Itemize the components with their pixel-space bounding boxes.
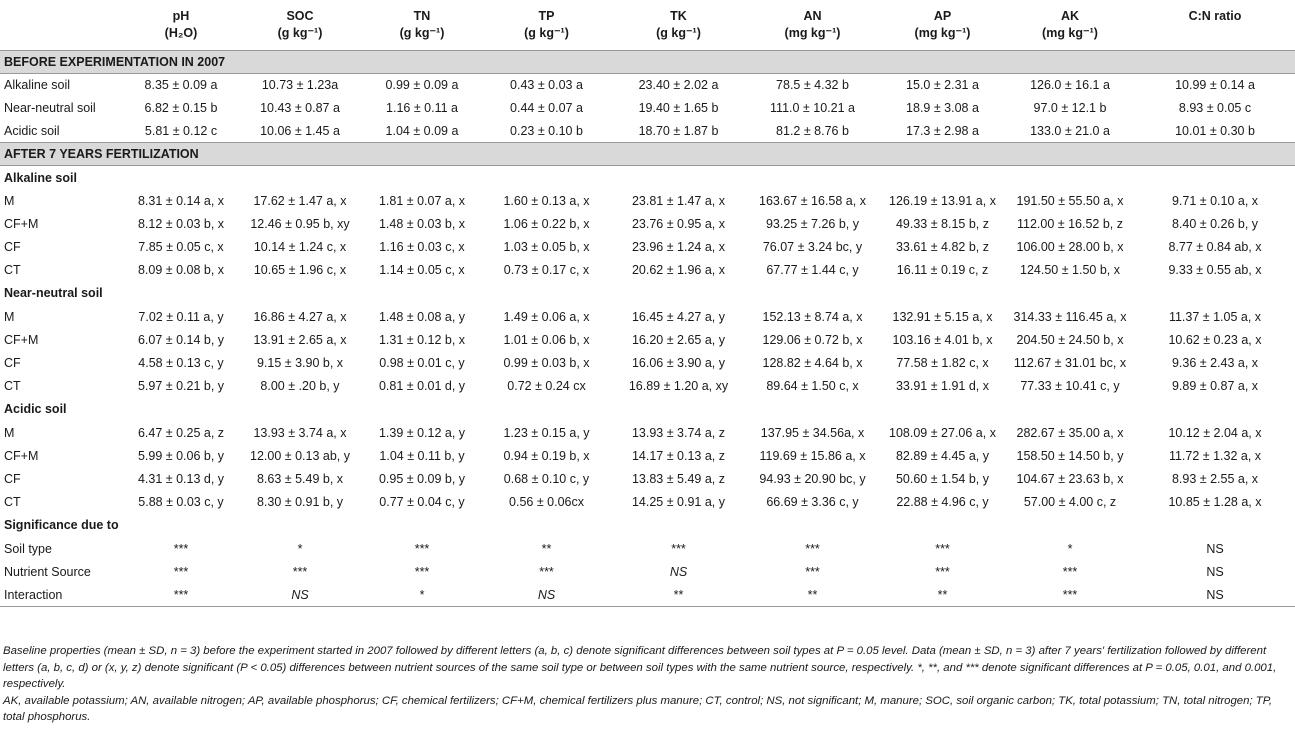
table-cell: 33.91 ± 1.91 d, x bbox=[895, 379, 990, 394]
table-cell: 1.14 ± 0.05 c, x bbox=[379, 263, 465, 278]
group-title: Significance due to bbox=[4, 518, 119, 533]
table-cell: 10.14 ± 1.24 c, x bbox=[253, 240, 347, 255]
table-row bbox=[0, 305, 1295, 328]
table-cell: NS bbox=[1206, 541, 1224, 556]
table-cell: 16.89 ± 1.20 a, xy bbox=[628, 379, 729, 394]
table-cell: 67.77 ± 1.44 c, y bbox=[766, 263, 859, 278]
table-cell: 10.43 ± 0.87 a bbox=[260, 100, 340, 115]
table-cell: 12.46 ± 0.95 b, xy bbox=[250, 216, 350, 231]
table-cell: 124.50 ± 1.50 b, x bbox=[1020, 263, 1120, 278]
table-cell: 0.72 ± 0.24 cx bbox=[507, 379, 586, 394]
column-unit: (mg kg⁻¹) bbox=[914, 26, 971, 40]
table-cell: 1.16 ± 0.11 a bbox=[386, 100, 458, 115]
table-cell: NS bbox=[237, 583, 363, 606]
footnote-legend: Baseline properties (mean ± SD, n = 3) before the experiment started in 2007 followed by different letters (a, b, c) denote significant differences between soil types at P = 0.05 level. Data (mean ± SD, n = 3) after 7 years' fertilization followed by different letters (a, b, c, d) or (x, y, z) denote significant (P < 0.05) differences between nutrient sources of the same soil type or between soil types with the same nutrient source, respectively. *, **, and *** denote significant differences at P = 0.05, 0.01, and 0.001, respectively. bbox=[3, 645, 1277, 690]
table-cell: 33.61 ± 4.82 b, z bbox=[895, 240, 990, 255]
table-cell: 282.67 ± 35.00 a, x bbox=[1016, 425, 1124, 440]
table-row bbox=[0, 375, 1295, 398]
table-cell: 191.50 ± 55.50 a, x bbox=[1016, 193, 1124, 208]
table-cell: 93.25 ± 7.26 b, y bbox=[765, 216, 860, 231]
table-cell: 18.70 ± 1.87 b bbox=[638, 123, 719, 138]
table-cell: 16.20 ± 2.65 a, y bbox=[631, 332, 726, 347]
table-cell: 50.60 ± 1.54 b, y bbox=[895, 471, 990, 486]
row-label: M bbox=[4, 309, 15, 324]
table-cell: 1.03 ± 0.05 b, x bbox=[503, 240, 590, 255]
row-label: CF+M bbox=[4, 216, 39, 231]
table-cell: 158.50 ± 14.50 b, y bbox=[1016, 448, 1124, 463]
row-label: CF bbox=[4, 356, 21, 371]
table-cell: *** bbox=[805, 564, 820, 579]
table-cell: *** bbox=[539, 564, 554, 579]
table-cell: 6.82 ± 0.15 b bbox=[144, 100, 218, 115]
table-cell: NS bbox=[1135, 583, 1295, 606]
table-cell: 89.64 ± 1.50 c, x bbox=[766, 379, 859, 394]
table-cell: 66.69 ± 3.36 c, y bbox=[766, 495, 859, 510]
table-cell: 8.09 ± 0.08 b, x bbox=[137, 263, 225, 278]
column-unit: (mg kg⁻¹) bbox=[784, 26, 841, 40]
table-cell: 1.60 ± 0.13 a, x bbox=[503, 193, 590, 208]
table-cell: 0.23 ± 0.10 b bbox=[510, 123, 583, 138]
table-cell: 128.82 ± 4.64 b, x bbox=[762, 356, 863, 371]
table-cell: 8.31 ± 0.14 a, x bbox=[137, 193, 225, 208]
table-cell: 1.31 ± 0.12 b, x bbox=[378, 332, 466, 347]
table-cell: 81.2 ± 8.76 b bbox=[776, 123, 849, 138]
table-cell: NS bbox=[669, 564, 688, 579]
column-unit: (g kg⁻¹) bbox=[277, 26, 323, 40]
table-cell: 137.95 ± 34.56a, x bbox=[760, 425, 865, 440]
column-header bbox=[363, 0, 481, 50]
group-title: Alkaline soil bbox=[4, 170, 77, 185]
section-title: AFTER 7 YEARS FERTILIZATION bbox=[0, 143, 1295, 166]
table-cell: 16.06 ± 3.90 a, y bbox=[631, 356, 726, 371]
row-label: CF bbox=[4, 471, 21, 486]
table-cell: 8.77 ± 0.84 ab, x bbox=[1168, 240, 1262, 255]
section-after bbox=[0, 143, 1295, 166]
table-cell: ** bbox=[612, 583, 745, 606]
column-header bbox=[745, 0, 880, 50]
table-cell: 5.99 ± 0.06 b, y bbox=[137, 448, 225, 463]
table-cell: 1.04 ± 0.09 a bbox=[385, 123, 459, 138]
table-cell: 314.33 ± 116.45 a, x bbox=[1013, 309, 1127, 324]
table-cell: 0.98 ± 0.01 c, y bbox=[379, 356, 465, 371]
table-cell: 0.56 ± 0.06cx bbox=[509, 495, 584, 510]
table-cell: 8.93 ± 0.05 c bbox=[1178, 100, 1252, 115]
table-cell: * bbox=[1067, 541, 1073, 556]
table-cell: *** bbox=[1062, 564, 1078, 579]
significance-title-row bbox=[0, 514, 1295, 537]
table-row bbox=[0, 444, 1295, 467]
table-cell: 14.25 ± 0.91 a, y bbox=[631, 495, 726, 510]
table-cell: 10.12 ± 2.04 a, x bbox=[1168, 425, 1262, 440]
table-cell: 10.85 ± 1.28 a, x bbox=[1168, 495, 1262, 510]
table-cell: ** bbox=[745, 583, 880, 606]
table-row bbox=[0, 537, 1295, 560]
column-label: TN bbox=[413, 9, 431, 23]
table-cell: 1.49 ± 0.06 a, x bbox=[503, 309, 590, 324]
table-cell: 10.65 ± 1.96 c, x bbox=[253, 263, 347, 278]
row-label: Interaction bbox=[0, 583, 125, 606]
table-cell: 18.9 ± 3.08 a bbox=[906, 100, 979, 115]
table-cell: 9.71 ± 0.10 a, x bbox=[1171, 193, 1259, 208]
table-cell: 4.31 ± 0.13 d, y bbox=[137, 471, 225, 486]
table-cell: 57.00 ± 4.00 c, z bbox=[1023, 495, 1117, 510]
table-cell: 82.89 ± 4.45 a, y bbox=[895, 448, 990, 463]
table-cell: 9.15 ± 3.90 b, x bbox=[256, 356, 344, 371]
table-cell: 9.33 ± 0.55 ab, x bbox=[1168, 263, 1262, 278]
row-label: M bbox=[4, 193, 15, 208]
table-cell: 17.3 ± 2.98 a bbox=[906, 123, 979, 138]
table-cell: 106.00 ± 28.00 b, x bbox=[1016, 240, 1124, 255]
table-row bbox=[0, 583, 1295, 606]
table-cell: 0.95 ± 0.09 b, y bbox=[378, 471, 466, 486]
table-cell: 23.76 ± 0.95 a, x bbox=[631, 216, 726, 231]
table-cell: *** bbox=[935, 541, 950, 556]
table-cell: 8.30 ± 0.91 b, y bbox=[256, 495, 344, 510]
table-cell: 108.09 ± 27.06 a, x bbox=[889, 425, 996, 440]
table-cell: 126.19 ± 13.91 a, x bbox=[889, 193, 996, 208]
table-cell: 7.85 ± 0.05 c, x bbox=[138, 240, 224, 255]
table-cell: *** bbox=[292, 564, 308, 579]
row-label: CT bbox=[4, 263, 21, 278]
table-cell: 10.62 ± 0.23 a, x bbox=[1168, 332, 1262, 347]
table-cell: 103.16 ± 4.01 b, x bbox=[892, 332, 993, 347]
table-cell: 133.0 ± 21.0 a bbox=[1030, 123, 1110, 138]
table-cell: 12.00 ± 0.13 ab, y bbox=[250, 448, 350, 463]
table-cell: 1.01 ± 0.06 b, x bbox=[503, 332, 590, 347]
row-label: CF+M bbox=[4, 332, 39, 347]
column-unit: (mg kg⁻¹) bbox=[1042, 26, 1098, 40]
column-label: AK bbox=[1060, 9, 1080, 23]
table-cell: 111.0 ± 10.21 a bbox=[770, 100, 855, 115]
table-cell: * bbox=[363, 583, 481, 606]
column-label: SOC bbox=[286, 9, 314, 23]
table-cell: 5.81 ± 0.12 c bbox=[144, 123, 218, 138]
column-label: TP bbox=[538, 9, 555, 23]
table-cell: 8.12 ± 0.03 b, x bbox=[137, 216, 225, 231]
table-cell: 78.5 ± 4.32 b bbox=[776, 78, 849, 93]
table-body bbox=[0, 50, 1295, 607]
table-cell: 129.06 ± 0.72 b, x bbox=[762, 332, 863, 347]
table-row bbox=[0, 212, 1295, 235]
table-cell: 119.69 ± 15.86 a, x bbox=[759, 448, 866, 463]
group-title: Acidic soil bbox=[4, 402, 67, 417]
table-cell: 1.16 ± 0.03 c, x bbox=[379, 240, 465, 255]
table-cell: *** bbox=[414, 564, 430, 579]
table-cell: 13.93 ± 3.74 a, z bbox=[631, 425, 726, 440]
group-title: Near-neutral soil bbox=[4, 286, 103, 301]
table-cell: 11.72 ± 1.32 a, x bbox=[1168, 448, 1262, 463]
table-cell: 13.83 ± 5.49 a, z bbox=[631, 471, 726, 486]
column-header bbox=[612, 0, 745, 50]
table-cell: 77.33 ± 10.41 c, y bbox=[1020, 379, 1120, 394]
table-cell: 23.81 ± 1.47 a, x bbox=[631, 193, 726, 208]
row-label: Near-neutral soil bbox=[4, 100, 96, 115]
table-cell: ** bbox=[541, 541, 552, 556]
table-cell: 15.0 ± 2.31 a bbox=[906, 78, 979, 93]
table-cell: 17.62 ± 1.47 a, x bbox=[253, 193, 347, 208]
row-label: CT bbox=[4, 495, 21, 510]
table-cell: 8.93 ± 2.55 a, x bbox=[1171, 471, 1259, 486]
table-cell: ** bbox=[880, 583, 1005, 606]
row-label: M bbox=[4, 425, 15, 440]
table-cell: 163.67 ± 16.58 a, x bbox=[759, 193, 866, 208]
column-label: AN bbox=[803, 9, 822, 23]
table-cell: 97.0 ± 12.1 b bbox=[1033, 100, 1107, 115]
column-unit: (g kg⁻¹) bbox=[524, 26, 569, 40]
table-cell: 8.63 ± 5.49 b, x bbox=[256, 471, 344, 486]
group-row bbox=[0, 282, 1295, 305]
table-cell: 0.68 ± 0.10 c, y bbox=[503, 471, 590, 486]
table-row bbox=[0, 491, 1295, 514]
table-cell: 13.91 ± 2.65 a, x bbox=[253, 332, 347, 347]
table-cell: 1.48 ± 0.03 b, x bbox=[378, 216, 466, 231]
row-label: Alkaline soil bbox=[4, 78, 71, 93]
table-cell: 77.58 ± 1.82 c, x bbox=[896, 356, 989, 371]
table-cell: 0.73 ± 0.17 c, x bbox=[503, 263, 590, 278]
table-cell: 1.48 ± 0.08 a, y bbox=[378, 309, 466, 324]
table-cell: 94.93 ± 20.90 bc, y bbox=[759, 471, 866, 486]
table-cell: 9.89 ± 0.87 a, x bbox=[1171, 379, 1259, 394]
table-cell: 1.04 ± 0.11 b, y bbox=[379, 448, 465, 463]
table-row bbox=[0, 351, 1295, 374]
group-row bbox=[0, 398, 1295, 421]
table-row bbox=[0, 189, 1295, 212]
column-unit: (H₂O) bbox=[164, 26, 198, 40]
table-cell: 0.94 ± 0.19 b, x bbox=[503, 448, 590, 463]
row-label: CT bbox=[4, 379, 21, 394]
table-cell: 10.99 ± 0.14 a bbox=[1175, 78, 1255, 93]
table-cell: 10.06 ± 1.45 a bbox=[260, 123, 340, 138]
column-header bbox=[481, 0, 612, 50]
table-cell: 8.00 ± .20 b, y bbox=[260, 379, 340, 394]
table-cell: 1.81 ± 0.07 a, x bbox=[378, 193, 466, 208]
table-cell: 0.77 ± 0.04 c, y bbox=[379, 495, 465, 510]
table-cell: 0.43 ± 0.03 a bbox=[510, 78, 583, 93]
column-header bbox=[1135, 0, 1295, 50]
table-cell: 10.73 ± 1.23a bbox=[261, 78, 339, 93]
table-cell: *** bbox=[125, 583, 237, 606]
table-cell: 8.40 ± 0.26 b, y bbox=[1171, 216, 1259, 231]
row-label: Acidic soil bbox=[4, 123, 60, 138]
table-cell: 1.06 ± 0.22 b, x bbox=[503, 216, 590, 231]
column-unit: (g kg⁻¹) bbox=[656, 26, 701, 40]
column-label: C:N ratio bbox=[1188, 9, 1242, 23]
column-label: pH bbox=[172, 9, 190, 23]
table-cell: 0.81 ± 0.01 d, y bbox=[378, 379, 466, 394]
table-cell: *** bbox=[414, 541, 430, 556]
table-cell: 23.40 ± 2.02 a bbox=[638, 78, 719, 93]
table-row bbox=[0, 73, 1295, 96]
column-header bbox=[0, 0, 125, 50]
table-cell: 204.50 ± 24.50 b, x bbox=[1016, 332, 1124, 347]
table-cell: 6.47 ± 0.25 a, z bbox=[137, 425, 225, 440]
column-header bbox=[1005, 0, 1135, 50]
section-before bbox=[0, 50, 1295, 73]
table-cell: 0.99 ± 0.09 a bbox=[385, 78, 459, 93]
column-unit: (g kg⁻¹) bbox=[399, 26, 445, 40]
table-cell: 8.35 ± 0.09 a bbox=[144, 78, 218, 93]
table-cell: 4.58 ± 0.13 c, y bbox=[138, 356, 224, 371]
row-label: Nutrient Source bbox=[4, 564, 91, 579]
table-row bbox=[0, 328, 1295, 351]
table-cell: 16.86 ± 4.27 a, x bbox=[253, 309, 347, 324]
table-cell: 14.17 ± 0.13 a, z bbox=[631, 448, 726, 463]
table-row bbox=[0, 236, 1295, 259]
table-cell: 20.62 ± 1.96 a, x bbox=[631, 263, 726, 278]
table-cell: *** bbox=[173, 541, 189, 556]
header-row bbox=[0, 0, 1295, 50]
section-title: BEFORE EXPERIMENTATION IN 2007 bbox=[0, 50, 1295, 73]
table-footnote bbox=[3, 643, 1292, 726]
table-cell: 10.01 ± 0.30 b bbox=[1175, 123, 1255, 138]
table-cell: 0.99 ± 0.03 b, x bbox=[503, 356, 590, 371]
table-cell: 126.0 ± 16.1 a bbox=[1030, 78, 1110, 93]
table-cell: 112.67 ± 31.01 bc, x bbox=[1013, 356, 1127, 371]
row-label: Soil type bbox=[4, 541, 52, 556]
table-cell: *** bbox=[935, 564, 950, 579]
group-row bbox=[0, 166, 1295, 189]
table-cell: 0.44 ± 0.07 a bbox=[510, 100, 583, 115]
table-cell: 16.11 ± 0.19 c, z bbox=[896, 263, 989, 278]
table-cell: *** bbox=[671, 541, 686, 556]
table-cell: 132.91 ± 5.15 a, x bbox=[892, 309, 993, 324]
row-label: CF+M bbox=[4, 448, 39, 463]
column-header bbox=[125, 0, 237, 50]
table-cell: 76.07 ± 3.24 bc, y bbox=[762, 240, 863, 255]
table-cell: 22.88 ± 4.96 c, y bbox=[896, 495, 989, 510]
table-cell: NS bbox=[481, 583, 612, 606]
table-row bbox=[0, 259, 1295, 282]
table-cell: 6.07 ± 0.14 b, y bbox=[137, 332, 225, 347]
table-cell: 152.13 ± 8.74 a, x bbox=[762, 309, 863, 324]
table-row bbox=[0, 120, 1295, 143]
table-cell: 19.40 ± 1.65 b bbox=[638, 100, 719, 115]
table-cell: 1.39 ± 0.12 a, y bbox=[378, 425, 466, 440]
table-row bbox=[0, 96, 1295, 119]
table-row bbox=[0, 421, 1295, 444]
column-label: AP bbox=[933, 9, 952, 23]
table-cell: 11.37 ± 1.05 a, x bbox=[1168, 309, 1262, 324]
table-row bbox=[0, 560, 1295, 583]
table-cell: 1.23 ± 0.15 a, y bbox=[503, 425, 590, 440]
table-cell: *** bbox=[805, 541, 820, 556]
column-label: TK bbox=[670, 9, 687, 23]
table-cell: NS bbox=[1206, 564, 1224, 579]
column-header bbox=[237, 0, 363, 50]
table-cell: 5.97 ± 0.21 b, y bbox=[137, 379, 225, 394]
table-cell: 23.96 ± 1.24 a, x bbox=[631, 240, 726, 255]
table-cell: 16.45 ± 4.27 a, y bbox=[631, 309, 726, 324]
table-cell: 104.67 ± 23.63 b, x bbox=[1016, 471, 1124, 486]
row-label: CF bbox=[4, 240, 21, 255]
table-cell: 13.93 ± 3.74 a, x bbox=[253, 425, 347, 440]
table-cell: 112.00 ± 16.52 b, z bbox=[1016, 216, 1123, 231]
table-row bbox=[0, 467, 1295, 490]
table-cell: * bbox=[297, 541, 303, 556]
footnote-abbreviations: AK, available potassium; AN, available nitrogen; AP, available phosphorus; CF, chemical fertilizers; CF+M, chemical fertilizers plus manure; CT, control; NS, not significant; M, manure; SOC, soil organic carbon; TK, total potassium; TN, total nitrogen; TP, total phosphorus. bbox=[3, 694, 1273, 723]
table-cell: 49.33 ± 8.15 b, z bbox=[895, 216, 990, 231]
table-cell: *** bbox=[1005, 583, 1135, 606]
column-header bbox=[880, 0, 1005, 50]
table-cell: *** bbox=[173, 564, 189, 579]
table-cell: 9.36 ± 2.43 a, x bbox=[1171, 356, 1259, 371]
table-cell: 7.02 ± 0.11 a, y bbox=[138, 309, 224, 324]
table-cell: 5.88 ± 0.03 c, y bbox=[138, 495, 224, 510]
